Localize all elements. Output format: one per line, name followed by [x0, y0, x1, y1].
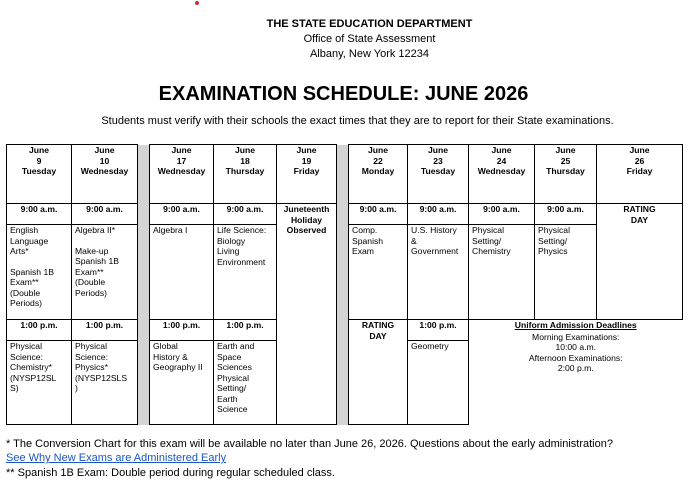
time-pm-jun18: 1:00 p.m.: [214, 320, 277, 341]
exam-am-jun25: Physical Setting/ Physics: [535, 225, 597, 320]
rating-day-jun26: RATING DAY: [597, 204, 683, 320]
exam-am-jun18: Life Science: Biology Living Environment: [214, 225, 277, 320]
exam-pm-jun17: Global History & Geography II: [150, 341, 214, 425]
exam-schedule-table: [6, 144, 683, 425]
rating-day-jun22: RATING DAY: [349, 320, 408, 425]
day-header-jun23: June 23 Tuesday: [408, 145, 469, 204]
exam-am-jun9: English Language Arts* Spanish 1B Exam** (Double Periods): [7, 225, 72, 320]
time-am-jun24: 9:00 a.m.: [469, 204, 535, 225]
exam-am-jun22: Comp. Spanish Exam: [349, 225, 408, 320]
page-title: EXAMINATION SCHEDULE: JUNE 2026: [158, 83, 529, 105]
exam-pm-jun9: Physical Science: Chemistry* (NYSP12SL S): [7, 341, 72, 425]
time-pm-jun23: 1:00 p.m.: [408, 320, 469, 341]
time-am-jun22: 9:00 a.m.: [349, 204, 408, 225]
time-pm-jun17: 1:00 p.m.: [150, 320, 214, 341]
uniform-admission-deadlines: Uniform Admission Deadlines Morning Examinations: 10:00 a.m. Afternoon Examinations: 2:00 p.m.: [469, 320, 683, 425]
uniform-admission-title: Uniform Admission Deadlines: [514, 320, 637, 330]
exam-am-jun23: U.S. History & Government: [408, 225, 469, 320]
time-pm-jun9: 1:00 p.m.: [7, 320, 72, 341]
footnote-conversion-chart: * The Conversion Chart for this exam will be available no later than June 26, 2026. Questions about the early administration?: [6, 438, 613, 450]
day-header-jun24: June 24 Wednesday: [469, 145, 535, 204]
day-header-jun19: June 19 Friday: [277, 145, 337, 204]
office-name: Office of State Assessment: [303, 33, 436, 45]
exam-pm-jun10: Physical Science: Physics* (NYSP12SLS ): [72, 341, 138, 425]
day-header-jun26: June 26 Friday: [597, 145, 683, 204]
time-am-jun23: 9:00 a.m.: [408, 204, 469, 225]
footnote-spanish-1b: ** Spanish 1B Exam: Double period during regular scheduled class.: [6, 467, 335, 479]
day-header-row: [7, 145, 683, 204]
exam-pm-jun18: Earth and Space Sciences Physical Setting/ Earth Science: [214, 341, 277, 425]
page-subtitle: Students must verify with their schools the exact times that they are to report for their State examinations.: [101, 115, 614, 127]
day-header-jun9: June 9 Tuesday: [7, 145, 72, 204]
time-am-jun18: 9:00 a.m.: [214, 204, 277, 225]
week-separator: [138, 145, 150, 425]
exam-pm-jun23: Geometry: [408, 341, 469, 425]
department-heading: THE STATE EDUCATION DEPARTMENT: [266, 18, 473, 30]
week-separator: [337, 145, 349, 425]
exam-am-jun24: Physical Setting/ Chemistry: [469, 225, 535, 320]
day-header-jun10: June 10 Wednesday: [72, 145, 138, 204]
day-header-jun17: June 17 Wednesday: [150, 145, 214, 204]
time-pm-jun10: 1:00 p.m.: [72, 320, 138, 341]
time-am-jun9: 9:00 a.m.: [7, 204, 72, 225]
early-administration-link[interactable]: See Why New Exams are Administered Early: [6, 452, 227, 464]
time-am-jun17: 9:00 a.m.: [150, 204, 214, 225]
day-header-jun18: June 18 Thursday: [214, 145, 277, 204]
time-am-jun10: 9:00 a.m.: [72, 204, 138, 225]
day-header-jun22: June 22 Monday: [349, 145, 408, 204]
office-address: Albany, New York 12234: [309, 48, 430, 60]
day-header-jun25: June 25 Thursday: [535, 145, 597, 204]
exam-am-jun10: Algebra II* Make-up Spanish 1B Exam** (Double Periods): [72, 225, 138, 320]
red-dot-mark: [195, 1, 199, 5]
juneteenth-cell: Juneteenth Holiday Observed: [277, 204, 337, 425]
exam-am-jun17: Algebra I: [150, 225, 214, 320]
time-am-jun25: 9:00 a.m.: [535, 204, 597, 225]
